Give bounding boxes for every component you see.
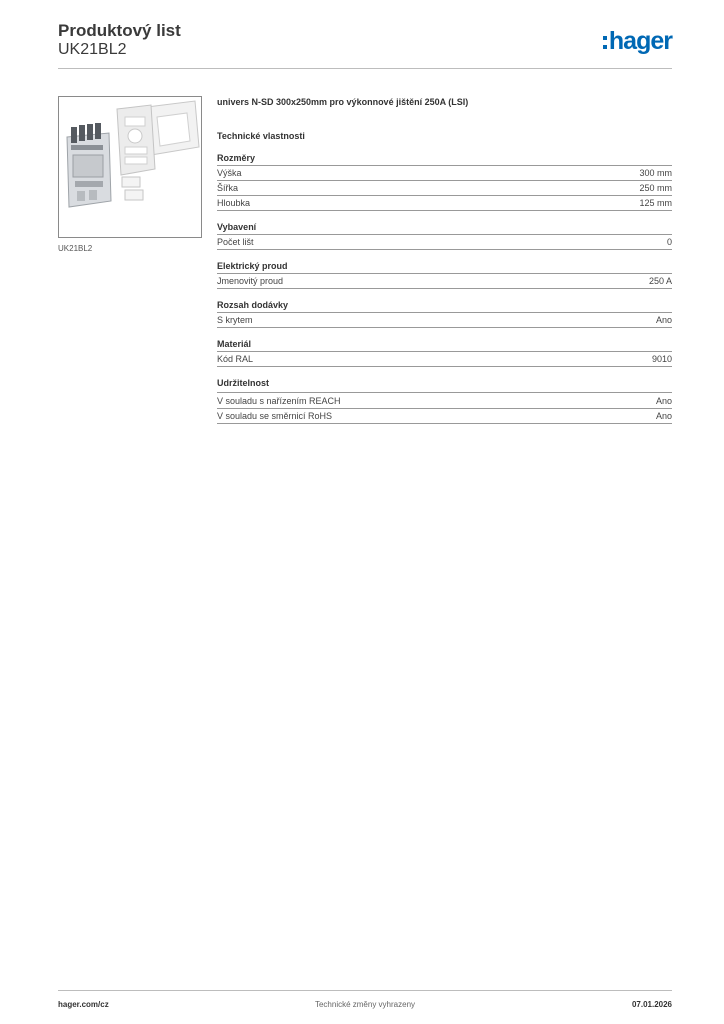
group-title: Materiál bbox=[217, 338, 672, 352]
property-label: S krytem bbox=[217, 315, 253, 325]
property-row bbox=[217, 166, 672, 181]
property-value: 125 mm bbox=[639, 198, 672, 208]
property-value: 250 A bbox=[648, 276, 672, 286]
property-row bbox=[217, 352, 672, 367]
property-value: 300 mm bbox=[639, 168, 672, 178]
property-row bbox=[217, 181, 672, 196]
property-label: Kód RAL bbox=[217, 354, 254, 364]
property-group-scope-of-delivery bbox=[217, 299, 672, 328]
property-row bbox=[217, 313, 672, 328]
property-row bbox=[217, 235, 672, 250]
product-description: univers N-SD 300x250mm pro výkonnové jištění 250A (LSI) bbox=[217, 97, 469, 107]
footer-note: Technické změny vyhrazeny bbox=[314, 1000, 416, 1009]
property-row bbox=[217, 394, 672, 409]
property-value: Ano bbox=[655, 315, 672, 325]
group-title: Vybavení bbox=[217, 221, 672, 235]
document-title: Produktový list bbox=[58, 21, 181, 40]
property-label: Počet lišt bbox=[217, 237, 254, 247]
property-label: Hloubka bbox=[217, 198, 251, 208]
property-group-equipment bbox=[217, 221, 672, 250]
property-value: 9010 bbox=[651, 354, 672, 364]
product-image bbox=[58, 96, 202, 238]
property-group-dimensions bbox=[217, 152, 672, 211]
property-group-electric-current bbox=[217, 260, 672, 289]
product-code: UK21BL2 bbox=[58, 41, 127, 58]
property-row bbox=[217, 196, 672, 211]
property-label: Jmenovitý proud bbox=[217, 276, 284, 286]
property-label: V souladu s nařízením REACH bbox=[217, 396, 341, 406]
property-group-material bbox=[217, 338, 672, 367]
logo-text: hager bbox=[608, 27, 672, 55]
group-title: Rozsah dodávky bbox=[217, 299, 672, 313]
property-row bbox=[217, 274, 672, 289]
property-value: 250 mm bbox=[639, 183, 672, 193]
property-label: Šířka bbox=[217, 183, 239, 193]
product-illustration-icon bbox=[59, 97, 201, 237]
group-title: Udržitelnost bbox=[217, 377, 672, 393]
image-caption: UK21BL2 bbox=[58, 244, 93, 253]
property-value: 0 bbox=[666, 237, 672, 247]
group-title: Rozměry bbox=[217, 152, 672, 166]
property-row bbox=[217, 409, 672, 424]
technical-content bbox=[217, 96, 672, 424]
property-value: Ano bbox=[655, 411, 672, 421]
footer-website: hager.com/cz bbox=[58, 1000, 109, 1009]
logo-mark-icon bbox=[603, 36, 607, 49]
page-footer bbox=[58, 990, 672, 1014]
property-group-sustainability bbox=[217, 377, 672, 424]
group-title: Elektrický proud bbox=[217, 260, 672, 274]
property-value: Ano bbox=[655, 396, 672, 406]
footer-date: 07.01.2026 bbox=[631, 1000, 672, 1009]
section-title: Technické vlastnosti bbox=[217, 131, 305, 141]
property-label: Výška bbox=[217, 168, 242, 178]
hager-logo bbox=[603, 27, 672, 55]
property-label: V souladu se směrnicí RoHS bbox=[217, 411, 333, 421]
page-header bbox=[58, 21, 672, 69]
